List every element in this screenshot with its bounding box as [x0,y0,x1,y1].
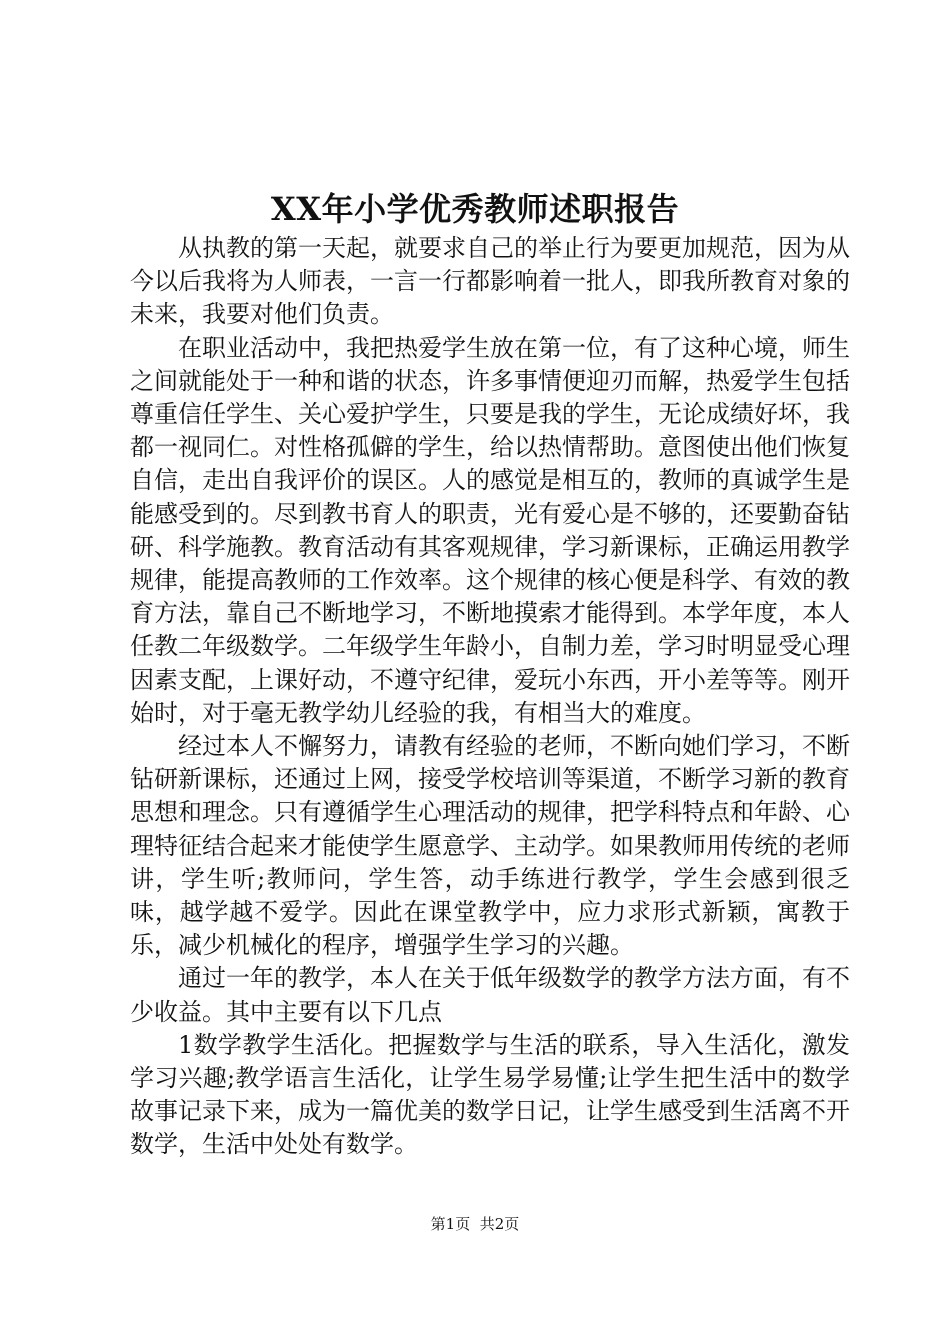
paragraph-3: 经过本人不懈努力，请教有经验的老师，不断向她们学习，不断钻研新课标，还通过上网，接受学校培训等渠道，不断学习新的教育思想和理念。只有遵循学生心理活动的规律，把学科特点和年龄、心理特征结合起来才能使学生愿意学、主动学。如果教师用传统的老师讲，学生听;教师问，学生答，动手练进行教学，学生会感到很乏味，越学越不爱学。因此在课堂教学中，应力求形式新颖，寓教于乐，减少机械化的程序，增强学生学习的兴趣。 [130,732,850,960]
paragraph-4: 通过一年的教学，本人在关于低年级数学的教学方法方面，有不少收益。其中主要有以下几点 [130,964,850,1026]
document-title: XX年小学优秀教师述职报告 [270,190,680,228]
footer-spacer [470,1215,480,1233]
paragraph-2: 在职业活动中，我把热爱学生放在第一位，有了这种心境，师生之间就能处于一种和谐的状态，许多事情便迎刃而解，热爱学生包括尊重信任学生、关心爱护学生，只要是我的学生，无论成绩好坏，我都一视同仁。对性格孤僻的学生，给以热情帮助。意图使出他们恢复自信，走出自我评价的误区。人的感觉是相互的，教师的真诚学生是能感受到的。尽到教书育人的职责，光有爱心是不够的，还要勤奋钻研、科学施教。教育活动有其客观规律，学习新课标，正确运用教学规律，能提高教师的工作效率。这个规律的核心便是科学、有效的教育方法，靠自己不断地学习，不断地摸索才能得到。本学年度，本人任教二年级数学。二年级学生年龄小，自制力差，学习时明显受心理因素支配，上课好动，不遵守纪律，爱玩小东西，开小差等等。刚开始时，对于毫无教学幼儿经验的我，有相当大的难度。 [130,333,850,727]
page-footer [0,1214,950,1234]
paragraph-5: 1数学教学生活化。把握数学与生活的联系，导入生活化，激发学习兴趣;教学语言生活化，让学生易学易懂;让学生把生活中的数学故事记录下来，成为一篇优美的数学日记，让学生感受到生活离不开数学，生活中处处有数学。 [130,1030,850,1159]
page-number: 第1页 [430,1215,471,1233]
paragraph-1: 从执教的第一天起，就要求自己的举止行为要更加规范，因为从今以后我将为人师表，一言一行都影响着一批人，即我所教育对象的未来，我要对他们负责。 [130,234,850,329]
page-total: 共2页 [479,1215,520,1233]
document-body [130,232,850,1162]
